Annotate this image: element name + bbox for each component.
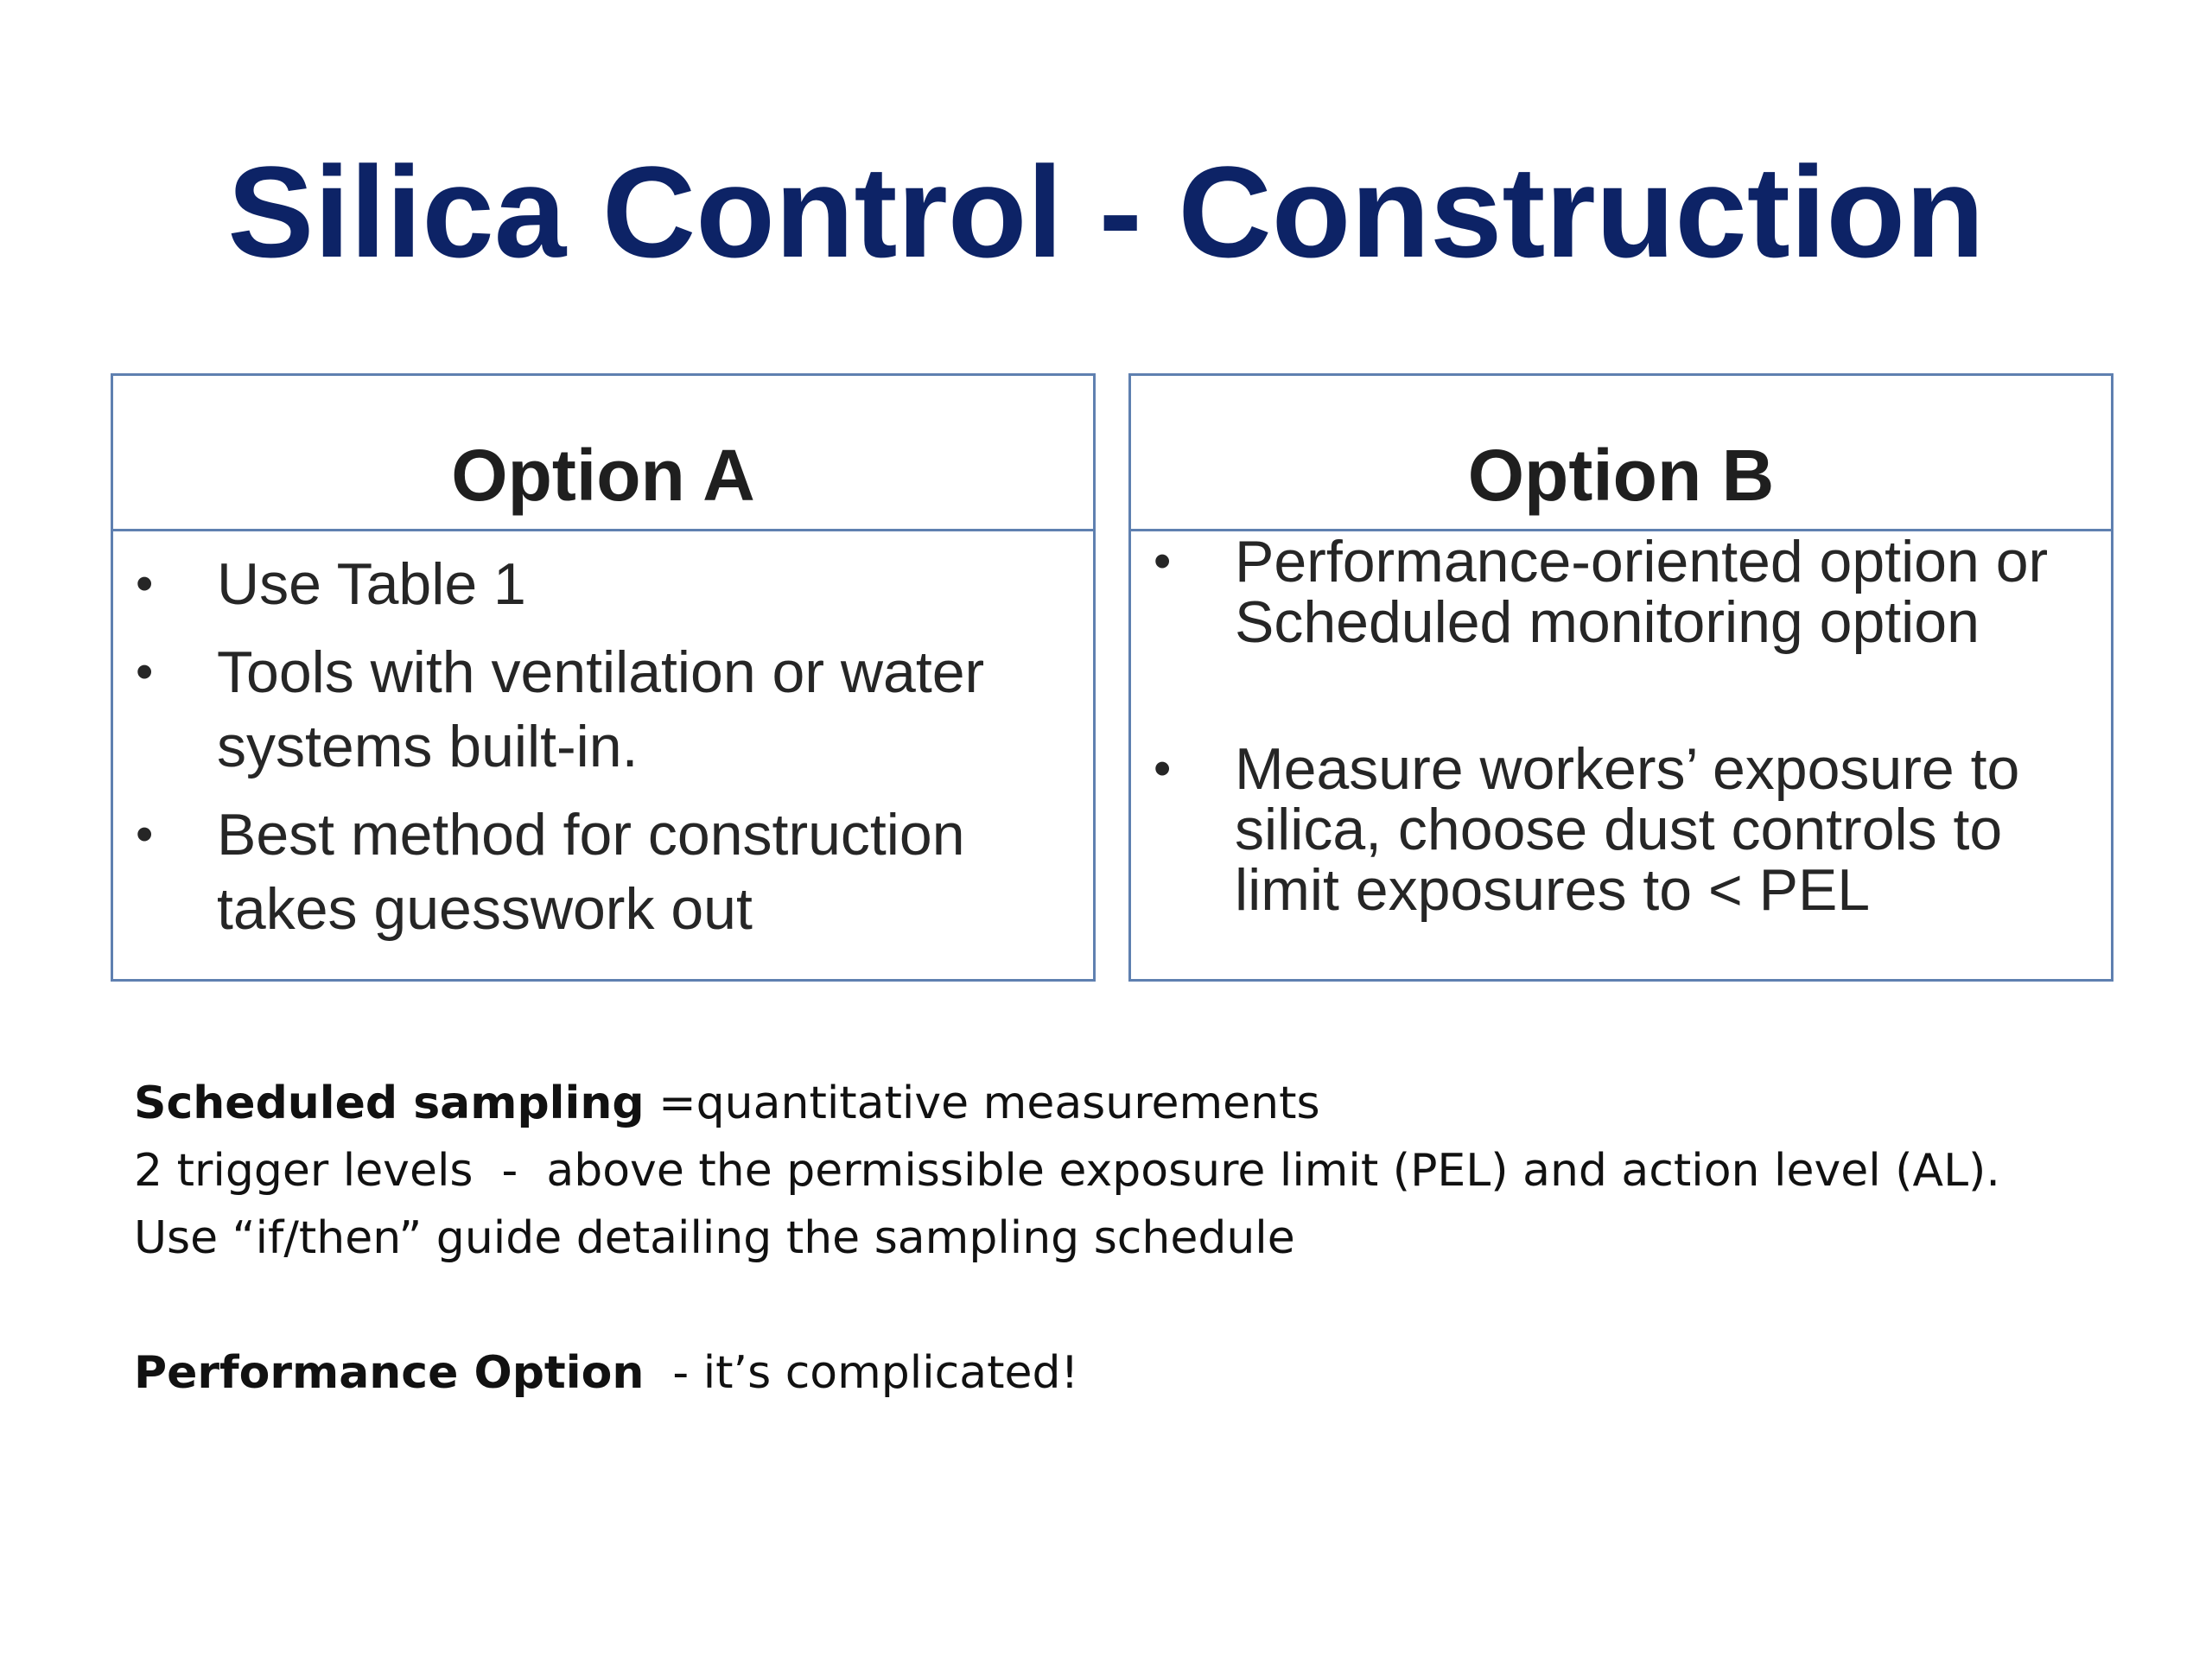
option-a-heading: Option A <box>451 435 755 516</box>
performance-option-text: - it’s complicated! <box>644 1347 1079 1399</box>
option-b-bullet-list <box>1131 529 2111 923</box>
scheduled-sampling-label: Scheduled sampling <box>134 1077 645 1129</box>
guide-line: Use “if/then” guide detailing the sampling schedule <box>134 1212 1295 1264</box>
list-item <box>1131 736 2111 923</box>
bullet-text: Measure workers’ exposure to silica, choose dust controls to limit exposures to < PEL <box>1235 736 2020 923</box>
bullet-icon: • <box>136 806 154 862</box>
option-a-bullet-list <box>113 547 1093 960</box>
option-b-box <box>1128 373 2113 982</box>
scheduled-sampling-text: =quantitative measurements <box>644 1077 1320 1129</box>
list-item <box>113 547 1093 621</box>
option-a-box <box>111 373 1096 982</box>
scheduled-sampling-line <box>134 1070 2121 1137</box>
spacer <box>134 1272 2121 1339</box>
bullet-text: Tools with ventilation or water systems built-in. <box>217 639 985 779</box>
bullet-text: Best method for construction takes guesswork out <box>217 802 965 942</box>
bullet-text: Performance-oriented option or Scheduled monitoring option <box>1235 529 2049 655</box>
option-a-header <box>113 376 1093 531</box>
slide-title: Silica Control - Construction <box>227 139 1985 284</box>
bullet-icon: • <box>1154 533 1172 589</box>
bullet-icon: • <box>136 556 154 612</box>
option-b-heading: Option B <box>1467 435 1775 516</box>
trigger-levels-line: 2 trigger levels - above the permissible exposure limit (PEL) and action level (AL). <box>134 1145 2000 1197</box>
performance-option-label: Performance Option <box>134 1347 645 1399</box>
bullet-icon: • <box>136 644 154 700</box>
performance-option-line <box>134 1339 2121 1407</box>
option-b-header <box>1131 376 2111 531</box>
list-item <box>113 635 1093 784</box>
list-item <box>1131 529 2111 655</box>
bullet-text: Use Table 1 <box>217 551 526 617</box>
notes-section <box>134 1070 2121 1407</box>
list-item <box>113 798 1093 946</box>
bullet-icon: • <box>1154 741 1172 797</box>
